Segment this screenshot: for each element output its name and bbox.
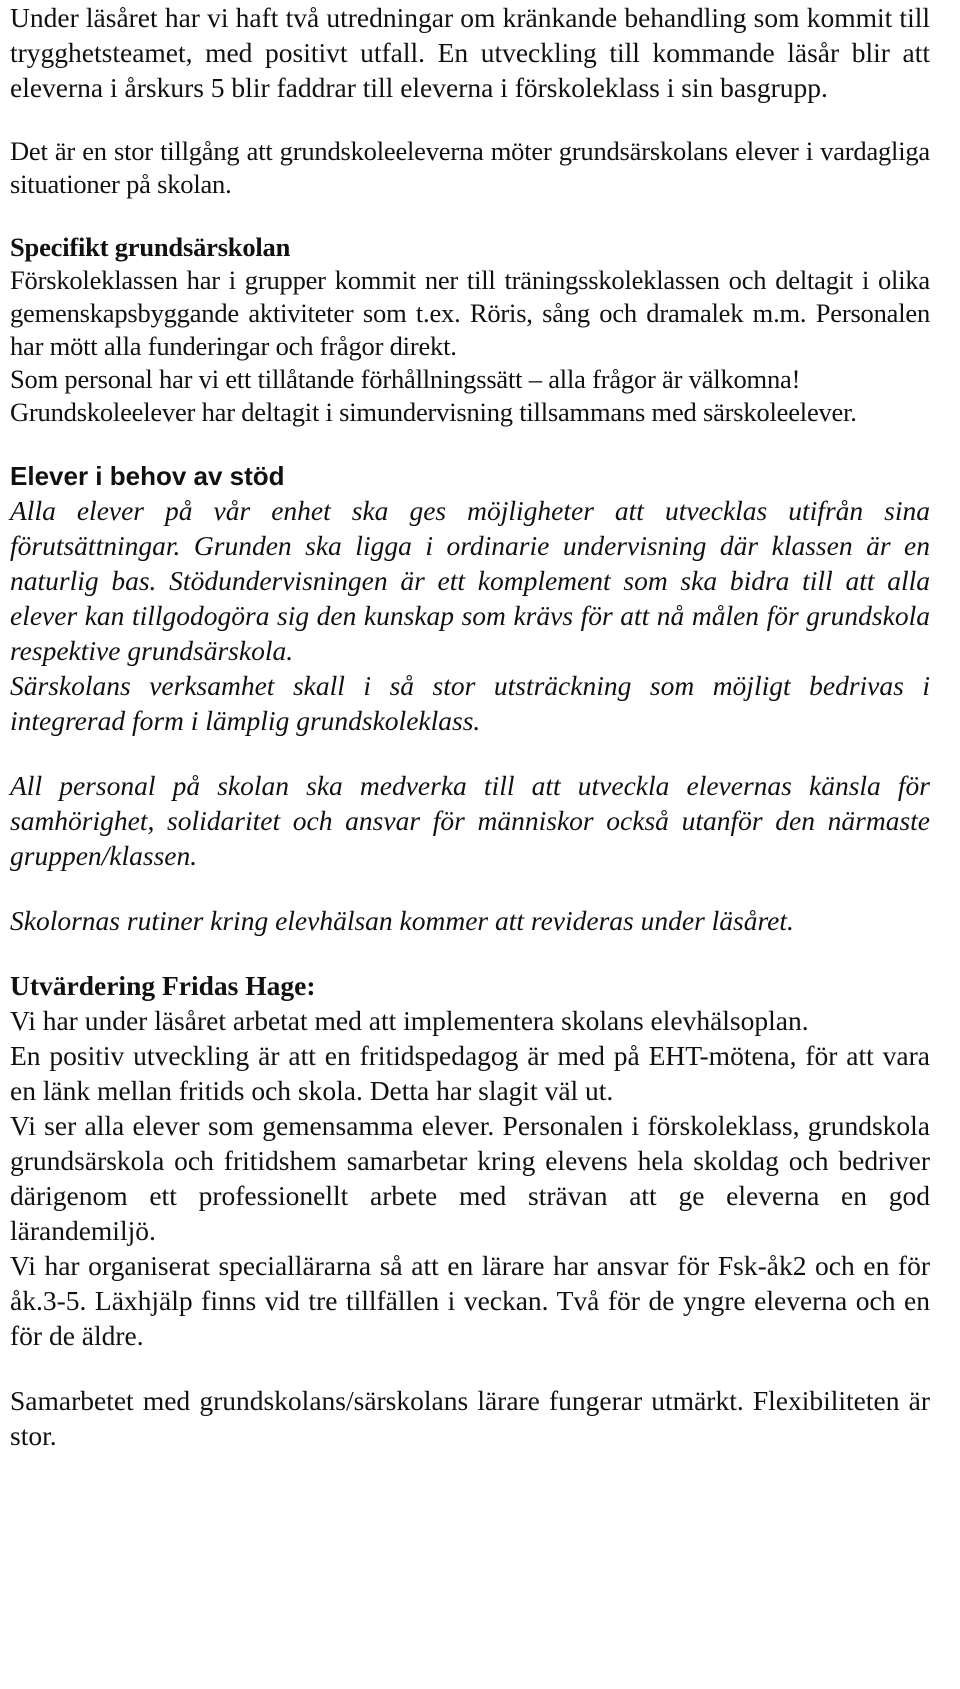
section-heading-fridas-hage: Utvärdering Fridas Hage:	[10, 970, 316, 1001]
stod-paragraph-2: Särskolans verksamhet skall i så stor utsträckning som möjligt bedrivas i integrerad form i lämplig grundskoleklass.	[10, 670, 930, 736]
specifikt-paragraph-3: Grundskoleelever har deltagit i simundervisning tillsammans med särskoleelever.	[10, 397, 857, 427]
intro-paragraph-2: Det är en stor tillgång att grundskoleeleverna möter grundsärskolans elever i vardagliga situationer på skolan.	[10, 136, 930, 199]
fridas-paragraph-2: En positiv utveckling är att en fritidspedagog är med på EHT-mötena, för att vara en länk mellan fritids och skola. Detta har slagit väl ut.	[10, 1040, 930, 1106]
stod-paragraph-3: All personal på skolan ska medverka till att utveckla elevernas känsla för samhörighet, solidaritet och ansvar för människor också utanför den närmaste gruppen/klassen.	[10, 770, 930, 871]
intro-paragraph-1: Under läsåret har vi haft två utredningar om kränkande behandling som kommit till trygghetsteamet, med positivt utfall. En utveckling till kommande läsår blir att eleverna i årskurs 5 blir faddrar till eleverna i förskoleklass i sin basgrupp.	[10, 2, 930, 103]
stod-paragraph-4: Skolornas rutiner kring elevhälsan kommer att revideras under läsåret.	[10, 905, 794, 936]
fridas-paragraph-1: Vi har under läsåret arbetat med att implementera skolans elevhälsoplan.	[10, 1005, 809, 1036]
specifikt-paragraph-2: Som personal har vi ett tillåtande förhållningssätt – alla frågor är välkomna!	[10, 364, 801, 394]
specifikt-paragraph-1: Förskoleklassen har i grupper kommit ner till träningsskoleklassen och deltagit i olika gemenskapsbyggande aktiviteter som t.ex. Röris, sång och dramalek m.m. Personalen har mött alla funderingar och frågor direkt.	[10, 265, 930, 361]
fridas-paragraph-3: Vi ser alla elever som gemensamma elever. Personalen i förskoleklass, grundskola grundsärskola och fritidshem samarbetar kring elevens hela skoldag och bedriver därigenom ett professionellt arbete med strävan att ge eleverna en god lärandemiljö.	[10, 1110, 930, 1246]
section-heading-specifikt: Specifikt grundsärskolan	[10, 232, 291, 262]
fridas-paragraph-5: Samarbetet med grundskolans/särskolans lärare fungerar utmärkt. Flexibiliteten är stor.	[10, 1385, 930, 1451]
stod-paragraph-1: Alla elever på vår enhet ska ges möjligheter att utvecklas utifrån sina förutsättningar. Grunden ska ligga i ordinarie undervisning där klassen är en naturlig bas. Stödundervisningen är ett komplement som ska bidra till att alla elever kan tillgodogöra sig den kunskap som krävs för att nå målen för grundskola respektive grundsärskola.	[10, 495, 930, 666]
section-heading-stod: Elever i behov av stöd	[10, 461, 285, 491]
fridas-paragraph-4: Vi har organiserat speciallärarna så att en lärare har ansvar för Fsk-åk2 och en för åk.3-5. Läxhjälp finns vid tre tillfällen i veckan. Två för de yngre eleverna och en för de äldre.	[10, 1250, 930, 1351]
